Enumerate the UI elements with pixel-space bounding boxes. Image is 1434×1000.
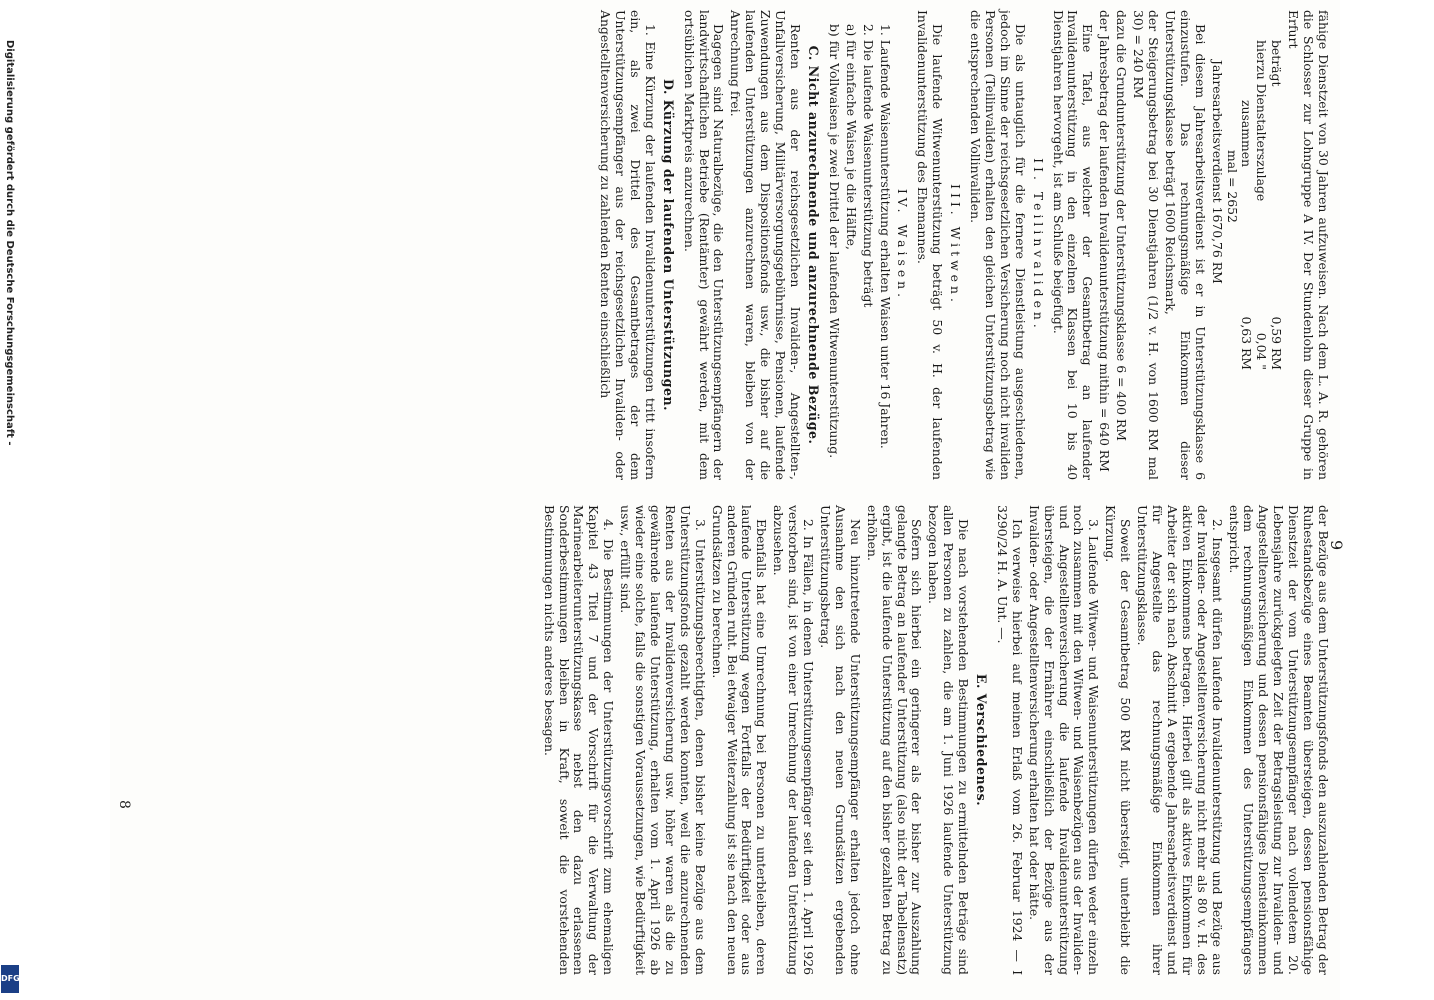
page-number-top: 9: [1327, 540, 1346, 551]
section-heading: C. Nicht anzurechnende und anzurechnende Bezüge.: [805, 45, 821, 445]
section-heading: E. Verschiedenes.: [974, 673, 990, 807]
paragraph: der Bezüge aus dem Unterstützungsfonds den auszuzahlenden Betrag der Ruhestandsbezüge eines Beamten übersteigen, dessen pensionsfähige Dienstzeit der vom Unterstützungsempfänger nach vollendetem 20. Lebensjahre zurückgelegten Zeit der Betragsleistung zur Invaliden- und Angestelltenversicherung und dessen pensionsfähiges Diensteinkommen dem rechnungsmäßigen Einkommen des Unterstützungsempfängers entspricht.: [1226, 505, 1331, 975]
paragraph: Ebenfalls hat eine Umrechnung bei Personen zu unterbleiben, deren laufende Unterstützung wegen Fortfalls der Bedürftigkeit oder aus anderen Gründen ruht. Bei etwaiger Weiterzahlung ist sie nach den neuen Grundsätzen zu berechnen.: [709, 505, 770, 975]
paragraph: der Steigerungsbetrag bei 30 Dienstjahren (1/2 v. H. von 1600 RM mal 30) = 240 RM: [1131, 10, 1162, 480]
paragraph: 4. Die Bestimmungen der Unterstützungsvorschrift zum ehemaligen Kapitel 43 Titel 7 und der Vorschrift für die Verwaltung der Marinearbeiterunterstützungskasse nebst den dazu erlassenen Sonderbestimmungen bleiben in Kraft, soweit die vorstehenden Bestimmungen nichts anderes besagen.: [541, 505, 617, 975]
calc-value: 0,04 ": [1254, 332, 1270, 370]
paragraph: Die als untauglich für die fernere Dienstleistung ausgeschiedenen, jedoch im Sinne der reichsgesetzlichen Versicherung noch nicht invaliden Personen (Teilinvaliden) erhalten den gleichen Unterstützungsbetrag wie die entsprechenden Vollinvaliden.: [968, 10, 1028, 480]
paragraph: 3. Laufende Witwen- und Waisenunterstützungen dürfen weder einzeln noch zusammen mit den Witwen- und Waisenbezügen aus der Invaliden- und Angestelltenversicherung die laufende Invalidenunterstützung übersteigen, die der Ernährer einschließlich der Bezüge aus der Invaliden- oder Angestelltenversicherung erhalten hat oder hätte.: [1026, 505, 1102, 975]
section-heading: II. Teilinvaliden.: [1030, 158, 1046, 332]
paragraph: Dagegen sind Naturalbezüge, die den Unterstützungsempfängern der landwirtschaftlichen Betriebe (Rentämter) gewährt werden, mit dem ortsüblichen Marktpreis anzurechnen.: [681, 10, 727, 480]
section-heading: D. Kürzung der laufenden Unterstützungen.: [660, 78, 676, 412]
scanned-page: [110, 0, 1346, 1000]
paragraph: fähige Dienstzeit von 30 Jahren aufzuweisen. Nach dem L. A. R. gehören die Schlosser zur Lohngruppe A IV. Der Stundenlohn dieser Gruppe in Erfurt: [1286, 10, 1331, 480]
paragraph: a) für einfache Waisen je die Hälfte,: [843, 24, 859, 250]
paragraph: 1. Laufende Waisenunterstützung erhalten Waisen unter 16 Jahren.: [877, 24, 893, 449]
calc-value: 0,63 RM: [1239, 316, 1255, 370]
paragraph: 2. Insgesamt dürfen laufende Invalidenunterstützung und Bezüge aus der Invaliden- oder Angestelltenversicherung nicht mehr als 80 v. H. des aktiven Einkommens betragen. Hierbei gilt als aktives Einkommen für Arbeiter der sich nach Abschnitt A ergebende Jahresarbeitsverdienst und für Angestellte das rechnungsmäßige Einkommen ihrer Unterstützungsklasse.: [1135, 505, 1225, 975]
page-number-bottom: 8: [116, 800, 132, 809]
paragraph: 2. In Fällen, in denen Unterstützungsempfänger seit dem 1. April 1926 verstorben sind, ist von einer Umrechnung der laufenden Unterstützung abzusehen.: [771, 505, 817, 975]
paragraph: Soweit der Gesamtbetrag 500 RM nicht übersteigt, unterbleibt die Kürzung.: [1103, 505, 1134, 975]
calc-label: zusammen: [1239, 100, 1255, 168]
section-heading: IV. Waisen.: [895, 188, 911, 302]
paragraph: Renten aus der reichsgesetzlichen Invaliden-, Angestellten-, Unfallversicherung, Militärversorgungsgebührnisse, Pensionen, laufende Zuwendungen aus dem Dispositionsfonds usw., die bisher auf die laufenden Unterstützungen anzurechnen waren, bleiben von der Anrechnung frei.: [728, 10, 803, 480]
calc-value: 0,59 RM: [1269, 316, 1285, 370]
paragraph: 1. Eine Kürzung der laufenden Invalidenunterstützungen tritt insofern ein, als zwei Drittel des Gesamtbetrages der dem Unterstützungsempfänger aus der reichsgesetzlichen Invaliden- oder Angestelltenversicherung zu zahlenden Renten einschließlich: [598, 10, 658, 480]
paragraph: der Jahresbetrag der laufenden Invalidenunterstützung mithin = 640 RM: [1097, 10, 1113, 472]
right-page-column: [539, 505, 1330, 975]
calc-label: hierzu Dienstalterszulage: [1254, 40, 1270, 202]
paragraph: Die nach vorstehenden Bestimmungen zu ermittelnden Beträge sind allen Personen zu zahlen, die am 1. Juni 1926 laufende Unterstützung bezogen haben.: [926, 505, 972, 975]
paragraph: b) für Vollwaisen je zwei Drittel der laufenden Witwenunterstützung.: [826, 24, 842, 459]
paragraph: 3. Unterstützungsberechtigten, denen bisher keine Bezüge aus dem Unterstützungsfonds gezahlt werden konnten, weil die anzurechnenden Renten aus der Invalidenversicherung usw. höher waren als die zu gewährende laufende Unterstützung, erhalten vom 1. April 1926 ab wieder eine solche, falls die sonstigen Voraussetzungen, wie Bedürftigkeit usw., erfüllt sind.: [618, 505, 708, 975]
dfg-logo: DFG: [1, 965, 19, 993]
calc-mal: mal = 2652: [1224, 150, 1240, 223]
calc-annual: Jahresarbeitsverdienst 1670,76 RM: [1209, 60, 1225, 284]
paragraph: dazu die Grundunterstützung der Unterstützungsklasse 6 = 400 RM: [1114, 10, 1130, 441]
left-page-column: [595, 10, 1330, 480]
paragraph: 2. Die laufende Waisenunterstützung beträgt: [860, 24, 876, 308]
paragraph: Bei diesem Jahresarbeitsverdienst ist er in Unterstützungsklasse 6 einzustufen. Das rechnungsmäßige Einkommen dieser Unterstützungsklasse beträgt 1600 Reichsmark,: [1162, 10, 1208, 480]
wage-calculation: [1209, 40, 1284, 480]
paragraph: Eine Tafel, aus welcher der Gesamtbetrag an laufender Invalidenunterstützung in den einzelnen Klassen bei 10 bis 40 Dienstjahren hervorgeht, ist am Schluße beigefügt.: [1050, 10, 1096, 480]
calc-label: beträgt: [1269, 40, 1285, 87]
paragraph: Die laufende Witwenunterstützung beträgt 50 v. H. der laufenden Invalidenunterstützung des Ehemannes.: [915, 10, 946, 480]
paragraph: Sofern sich hierbei ein geringerer als der bisher zur Auszahlung gelangte Betrag an laufender Unterstützung (also nicht der Tabellensatz) ergibt, ist die laufende Unterstützung auf den bisher gezahlten Betrag zu erhöhen.: [864, 505, 925, 975]
paragraph: Neu hinzutretende Unterstützungsempfänger erhalten jedoch ohne Ausnahme den sich nach den neuen Grundsätzen ergebenden Unterstützungsbetrag.: [818, 505, 863, 975]
section-heading: III. Witwen.: [948, 184, 964, 306]
paragraph: Ich verweise hierbei auf meinen Erlaß vom 26. Februar 1924 — I 3290/24 H. A. Unt. —.: [994, 505, 1025, 975]
digitization-credit: Digitalisierung gefördert durch die Deutsche Forschungsgemeinschaft -: [4, 40, 15, 446]
